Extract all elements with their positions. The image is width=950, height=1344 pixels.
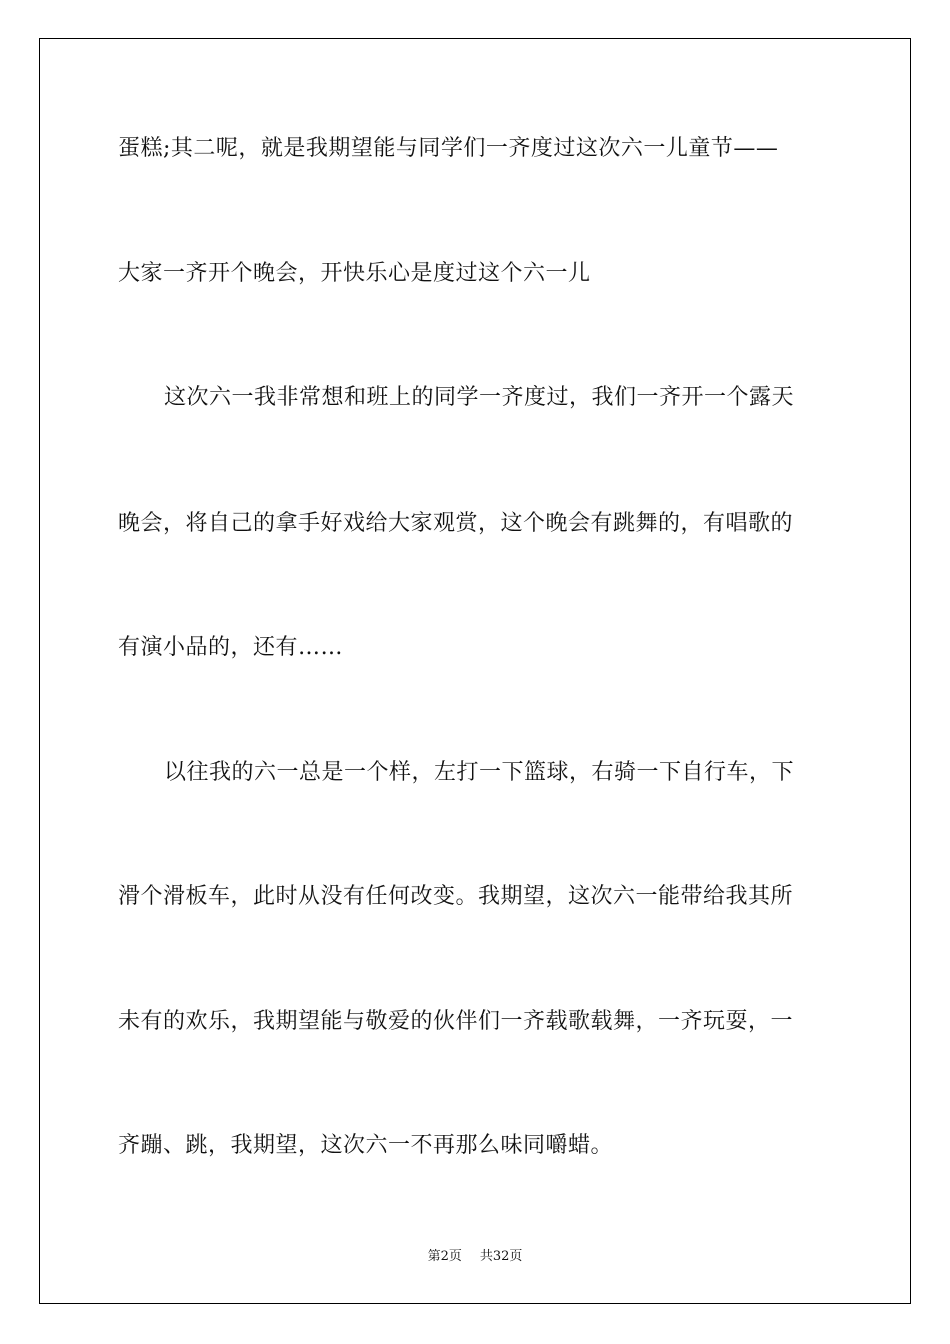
text-line-4: 晚会，将自己的拿手好戏给大家观赏，这个晚会有跳舞的，有唱歌的 [118, 511, 794, 536]
page-footer [0, 1247, 950, 1267]
text-line-5: 有演小品的，还有…… [118, 635, 344, 660]
text-line-3: 这次六一我非常想和班上的同学一齐度过，我们一齐开一个露天 [164, 385, 795, 410]
page-border [39, 38, 911, 1304]
text-line-7: 滑个滑板车，此时从没有任何改变。我期望，这次六一能带给我其所 [118, 884, 794, 909]
page-number: 第2页 [427, 1249, 462, 1264]
text-line-1: 蛋糕;其二呢，就是我期望能与同学们一齐度过这次六一儿童节—— [118, 136, 779, 161]
text-line-8: 未有的欢乐，我期望能与敬爱的伙伴们一齐载歌载舞，一齐玩耍，一 [118, 1009, 794, 1034]
text-line-9: 齐蹦、跳，我期望，这次六一不再那么味同嚼蜡。 [118, 1133, 614, 1158]
text-line-6: 以往我的六一总是一个样，左打一下篮球，右骑一下自行车，下 [164, 760, 795, 785]
text-line-2: 大家一齐开个晚会，开快乐心是度过这个六一儿 [118, 261, 591, 286]
page-total: 共32页 [479, 1249, 523, 1264]
